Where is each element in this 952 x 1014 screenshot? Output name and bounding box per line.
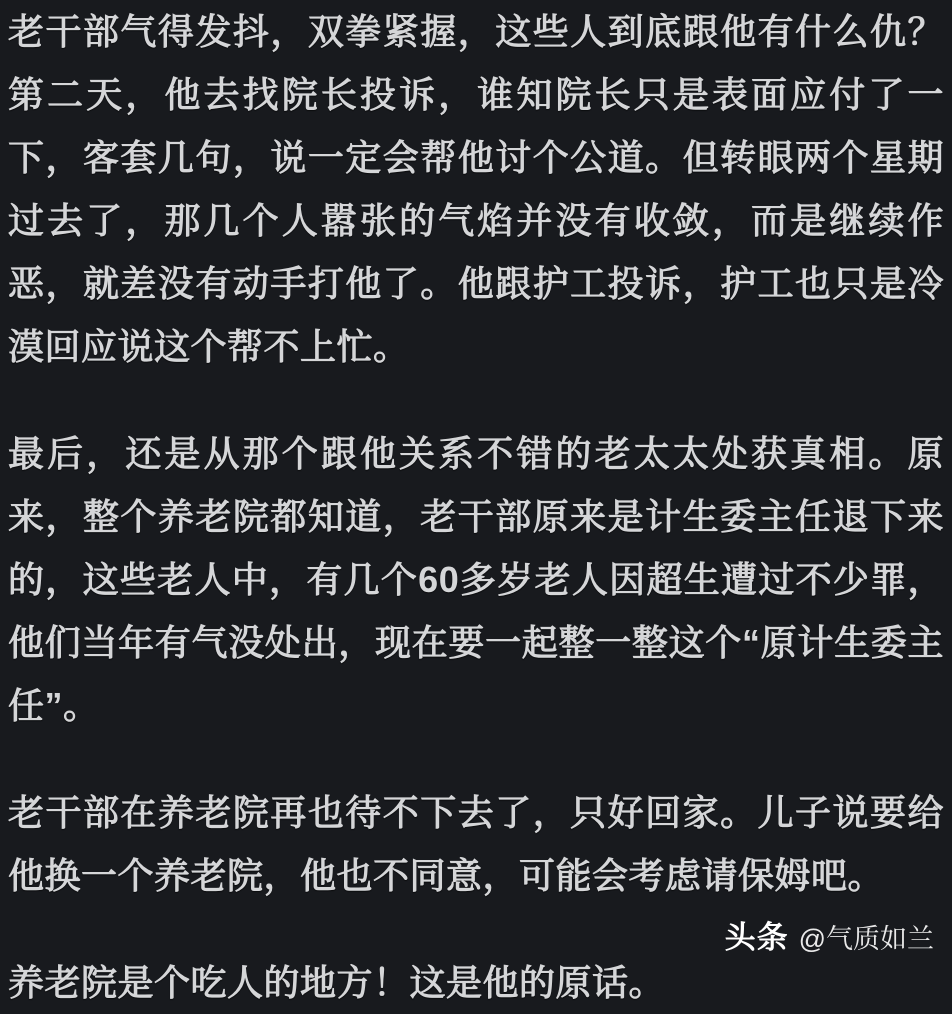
story-paragraph: 养老院是个吃人的地方！这是他的原话。 <box>8 962 666 1003</box>
story-paragraph: 最后，还是从那个跟他关系不错的老太太处获真相。原来，整个养老院都知道，老干部原来是计生委主任退下来的，这些老人中，有几个60多岁老人因超生遭过不少罪，他们当年有气没处出，现在要一起整一整这个“原计生委主任”。 <box>8 433 944 726</box>
story-paragraph: 老干部气得发抖，双拳紧握，这些人到底跟他有什么仇？第二天，他去找院长投诉，谁知院长只是表面应付了一下，客套几句，说一定会帮他讨个公道。但转眼两个星期过去了，那几个人嚣张的气焰并没有收敛，而是继续作恶，就差没有动手打他了。他跟护工投诉，护工也只是冷漠回应说这个帮不上忙。 <box>8 11 944 367</box>
watermark-author-handle: @气质如兰 <box>798 924 934 954</box>
story-body <box>8 0 944 1014</box>
story-paragraph: 老干部在养老院再也待不下去了，只好回家。儿子说要给他换一个养老院，他也不同意，可能会考虑请保姆吧。 <box>8 792 944 896</box>
watermark <box>725 912 934 957</box>
toutiao-logo-text: 头条 <box>724 920 789 955</box>
